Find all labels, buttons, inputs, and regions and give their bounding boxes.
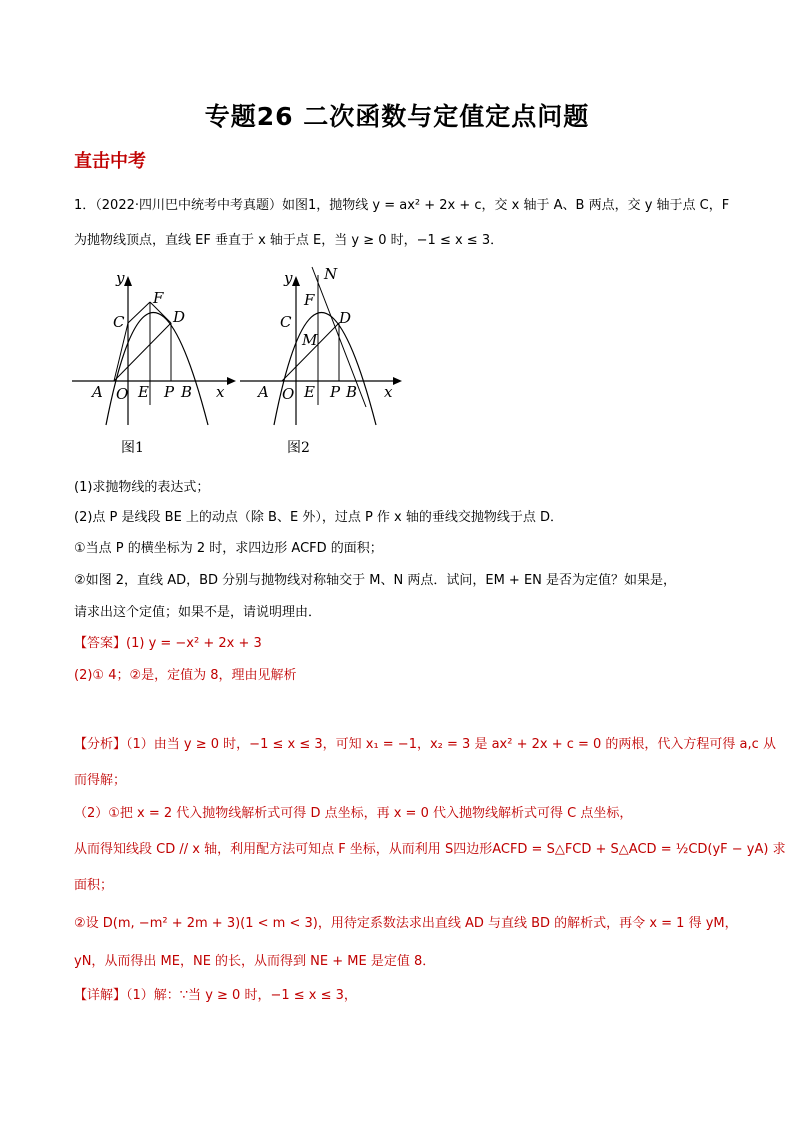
answer-line-1 <box>74 632 262 651</box>
label-n: N <box>324 265 338 283</box>
label-m: M <box>302 331 318 349</box>
problem-line-2: 为抛物线顶点，直线 EF 垂直于 x 轴于点 E，当 y ≥ 0 时，−1 ≤ x ≤ 3． <box>74 233 504 248</box>
analysis-line-6: ②设 D(m, −m² + 2m + 3)(1 < m < 3)，用待定系数法求出直线 AD 与直线 BD 的解析式，再令 x = 1 得 yM， <box>74 916 738 931</box>
y-axis-arrow <box>124 276 132 286</box>
label-o: O <box>116 385 129 403</box>
analysis-line-3: （2）①把 x = 2 代入抛物线解析式可得 D 点坐标，再 x = 0 代入抛物线解析式可得 C 点坐标， <box>74 806 633 821</box>
label-b: B <box>181 383 193 401</box>
figure-1-caption: 图1 <box>121 440 144 456</box>
label-o: O <box>282 385 295 403</box>
figure-1 <box>70 265 240 430</box>
label-d: D <box>173 308 186 326</box>
label-p: P <box>330 383 341 401</box>
page-title: 专题26 二次函数与定值定点问题 <box>204 102 590 131</box>
segment-cf <box>128 302 150 323</box>
label-y: y <box>116 269 125 287</box>
question-2-1: ①当点 P 的横坐标为 2 时，求四边形 ACFD 的面积； <box>74 541 383 556</box>
analysis-text-1: （1）由当 y ≥ 0 时，−1 ≤ x ≤ 3，可知 x₁ = −1，x₂ = 3 是 ax² + 2x + c = 0 的两根，代入方程可得 a,c 从 <box>126 737 776 752</box>
analysis-label: 【分析】 <box>74 737 127 752</box>
detail-text: （1）解：∵当 y ≥ 0 时，−1 ≤ x ≤ 3， <box>126 988 357 1003</box>
label-f: F <box>304 291 315 309</box>
answer-line-2: (2)① 4；②是，定值为 8，理由见解析 <box>74 668 297 683</box>
x-axis-arrow <box>393 377 402 385</box>
label-y: y <box>284 269 293 287</box>
answer-part-1: (1) y = −x² + 2x + 3 <box>126 636 262 651</box>
label-f: F <box>153 289 164 307</box>
label-e: E <box>138 383 149 401</box>
question-1: (1)求抛物线的表达式； <box>74 480 210 495</box>
analysis-line-7: yN，从而得出 ME，NE 的长，从而得到 NE + ME 是定值 8． <box>74 954 436 969</box>
question-2-2-cont: 请求出这个定值；如果不是，请说明理由． <box>74 605 322 620</box>
label-x: x <box>216 383 225 401</box>
section-heading: 直击中考 <box>74 151 146 172</box>
segment-ad <box>114 323 171 381</box>
question-2-2: ②如图 2，直线 AD，BD 分别与抛物线对称轴交于 M、N 两点．试问，EM + EN 是否为定值？如果是， <box>74 573 677 588</box>
detail-line <box>74 984 357 1003</box>
analysis-line-1 <box>74 733 776 752</box>
label-e: E <box>304 383 315 401</box>
label-a: A <box>92 383 103 401</box>
analysis-line-2: 而得解； <box>74 773 127 788</box>
label-a: A <box>258 383 269 401</box>
problem-line-1: 1．（2022·四川巴中统考中考真题）如图1，抛物线 y = ax² + 2x + c，交 x 轴于 A、B 两点，交 y 轴于点 C，F <box>74 198 730 213</box>
figure-2 <box>238 265 408 430</box>
label-p: P <box>164 383 175 401</box>
segment-ac <box>114 323 128 381</box>
x-axis-arrow <box>227 377 236 385</box>
figure-2-caption: 图2 <box>287 440 310 456</box>
analysis-line-4: 从而得知线段 CD // x 轴，利用配方法可知点 F 坐标，从而利用 S四边形ACFD = S△FCD + S△ACD = ½CD(yF − yA) 求 <box>74 842 786 857</box>
label-x: x <box>384 383 393 401</box>
label-d: D <box>339 309 352 327</box>
y-axis-arrow <box>292 276 300 286</box>
question-2: (2)点 P 是线段 BE 上的动点（除 B、E 外），过点 P 作 x 轴的垂线交抛物线于点 D． <box>74 510 564 525</box>
label-c: C <box>280 313 292 331</box>
answer-label: 【答案】 <box>74 636 127 651</box>
analysis-line-5: 面积； <box>74 878 114 893</box>
detail-label: 【详解】 <box>74 988 127 1003</box>
label-c: C <box>113 313 125 331</box>
label-b: B <box>346 383 358 401</box>
